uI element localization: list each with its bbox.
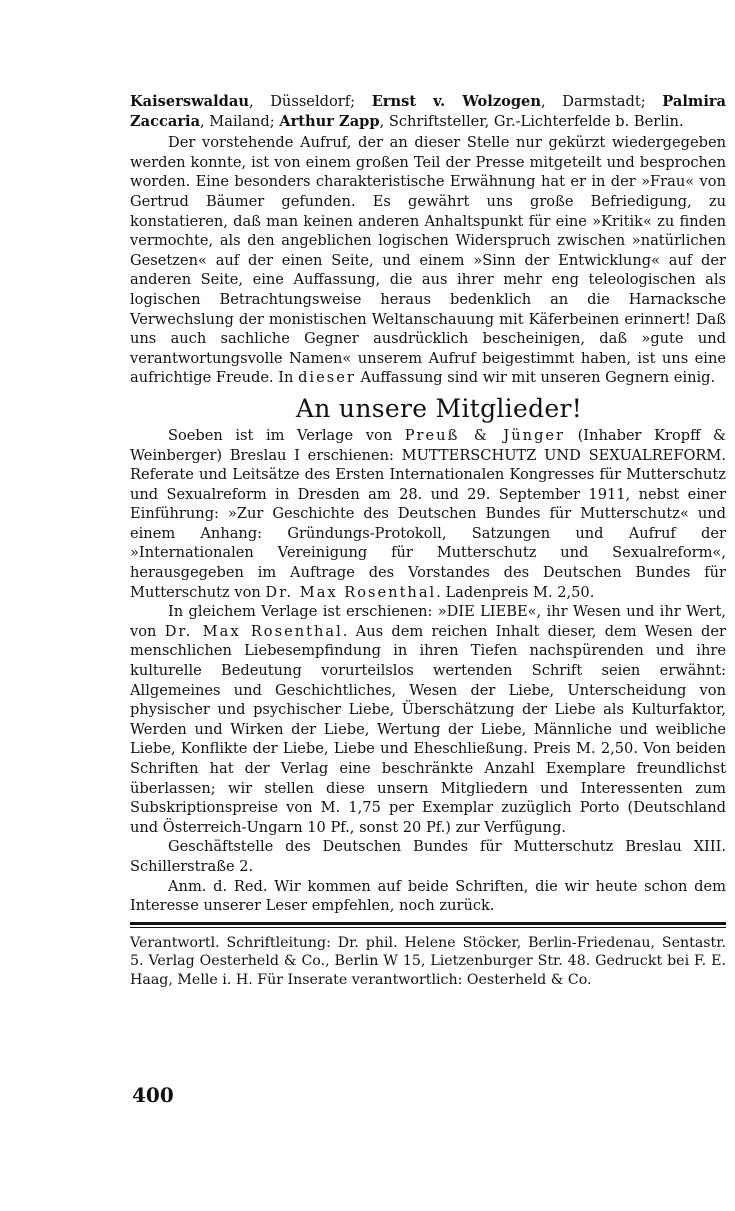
imprint: Verantwortl. Schriftleitung: Dr. phil. Helene Stöcker, Berlin-Friedenau, Sentastr. 5. Verlag Oesterheld & Co., Berlin W 15, Lietzenburger Str. 48. Gedruckt bei F. E. Haag, Melle i. H. Für Inserate verantwortlich: Oesterheld & Co. [130, 934, 726, 988]
signatory-name: Arthur Zapp [279, 112, 380, 130]
author-name: Dr. Max Rosenthal [164, 622, 343, 640]
editor-note: Anm. d. Red. Wir kommen auf beide Schriften, die wir heute schon dem Interesse unserer Leser empfehlen, noch zurück. [130, 877, 726, 915]
commentary-text: Der vorstehende Aufruf, der an dieser Stelle nur gekürzt wiedergegeben werden konnte, ist von einem großen Teil der Presse mitgeteilt und besprochen worden. Eine besonders charakteristische Erwähnung hat er in der »Frau« von Gertrud Bäumer gefunden. Es gewährt uns große Befriedigung, zu konstatieren, daß man keinen anderen Anhaltspunkt für eine »Kritik« zu finden vermochte, als den angeblichen logischen Widerspruch zwischen »natürlichen Gesetzen« auf der einen Seite, und einem »Sinn der Entwicklung« auf der anderen Seite, eine Auffassung, die aus ihrer mehr eng teleologischen als logischen Betrachtungsweise heraus bedenklich an die Harnacksche Verwechslung der monistischen Weltanschauung mit Käferbeinen erinnert! Daß uns auch sachliche Gegner ausdrücklich bescheinigen, daß »gute und verantwortungsvolle Namen« unserem Aufruf beigestimmt haben, ist uns eine aufrichtige Freude. In [130, 134, 726, 387]
announcement-paragraph-1 [130, 426, 726, 602]
commentary-text-end: Auffassung sind wir mit unseren Gegnern einig. [355, 369, 716, 387]
announcement-text: In gleichem Verlage ist erschienen: »DIE LIEBE«, ihr Wesen und ihr Wert, von [130, 603, 726, 640]
signatory-name: Palmira Zaccaria [130, 93, 727, 130]
publisher-name: Preuß & Jünger [404, 426, 566, 444]
page-content [130, 92, 726, 989]
section-heading: An unsere Mitglieder! [295, 393, 583, 423]
signatory-name: Kaiserswaldau [130, 93, 249, 110]
divider-thin-rule [130, 927, 726, 928]
commentary-spaced-word: dieser [298, 369, 356, 387]
commentary-paragraph [130, 133, 726, 388]
announcement-price: . Ladenpreis M. 2,50. [436, 583, 595, 601]
signatory-name: Ernst v. Wolzogen [371, 93, 541, 110]
announcement-text: (Inhaber Kropff & Weinberger) Breslau I erschienen: MUTTERSCHUTZ UND SEXUALREFORM. Referate und Leitsätze des Ersten Internationalen Kongresses für Mutterschutz und Sexualreform in Dresden am 28. und 29. September 1911, nebst einer Einführung: »Zur Geschichte des Deutschen Bundes für Mutterschutz« und einem Anhang: Gründungs-Protokoll, Satzungen und Aufruf der »Internationalen Vereinigung für Mutterschutz und Sexualreform«, herausgegeben im Auftrage des Vorstandes des Deutschen Bundes für Mutterschutz von [130, 426, 727, 601]
author-name: Dr. Max Rosenthal [265, 583, 437, 601]
signatory-place: , Düsseldorf; [248, 93, 372, 110]
announcement-text: Soeben ist im Verlage von [168, 426, 405, 444]
signatories-paragraph [130, 92, 726, 131]
announcement-text: . Aus dem reichen Inhalt dieser, dem Wesen der menschlichen Liebesempfindung in ihren Tiefen nachspürenden und ihre kulturelle Bedeutung vorurteilslos wertenden Schrift seien erwähnt: Allgemeines und Geschichtliches, Wesen der Liebe, Unterscheidung von physischer und psychischer Liebe, Überschätzung der Liebe als Kulturfaktor, Werden und Wirken der Liebe, Wertung der Liebe, Männliche und weibliche Liebe, Konflikte der Liebe, Liebe und Eheschließung. Preis M. 2,50. Von beiden Schriften hat der Verlag eine beschränkte Anzahl Exemplare freundlichst überlassen; wir stellen diese unsern Mitgliedern und Interessenten zum Subskriptionspreise von M. 1,75 per Exemplar zuzüglich Porto (Deutschland und Österreich-Ungarn 10 Pf., sonst 20 Pf.) zur Verfügung. [130, 622, 726, 836]
office-address: Geschäftstelle des Deutschen Bundes für Mutterschutz Breslau XIII. Schillerstraße 2. [130, 838, 726, 875]
divider-thick-rule [130, 922, 726, 925]
signatory-place: , Schriftsteller, Gr.-Lichterfelde b. Berlin. [379, 112, 684, 130]
announcement-paragraph-2 [130, 602, 726, 837]
signatory-place: , Mailand; [200, 112, 280, 130]
page-number: 400 [132, 1083, 174, 1107]
signatory-place: , Darmstadt; [540, 93, 663, 110]
footer-divider [130, 922, 726, 928]
